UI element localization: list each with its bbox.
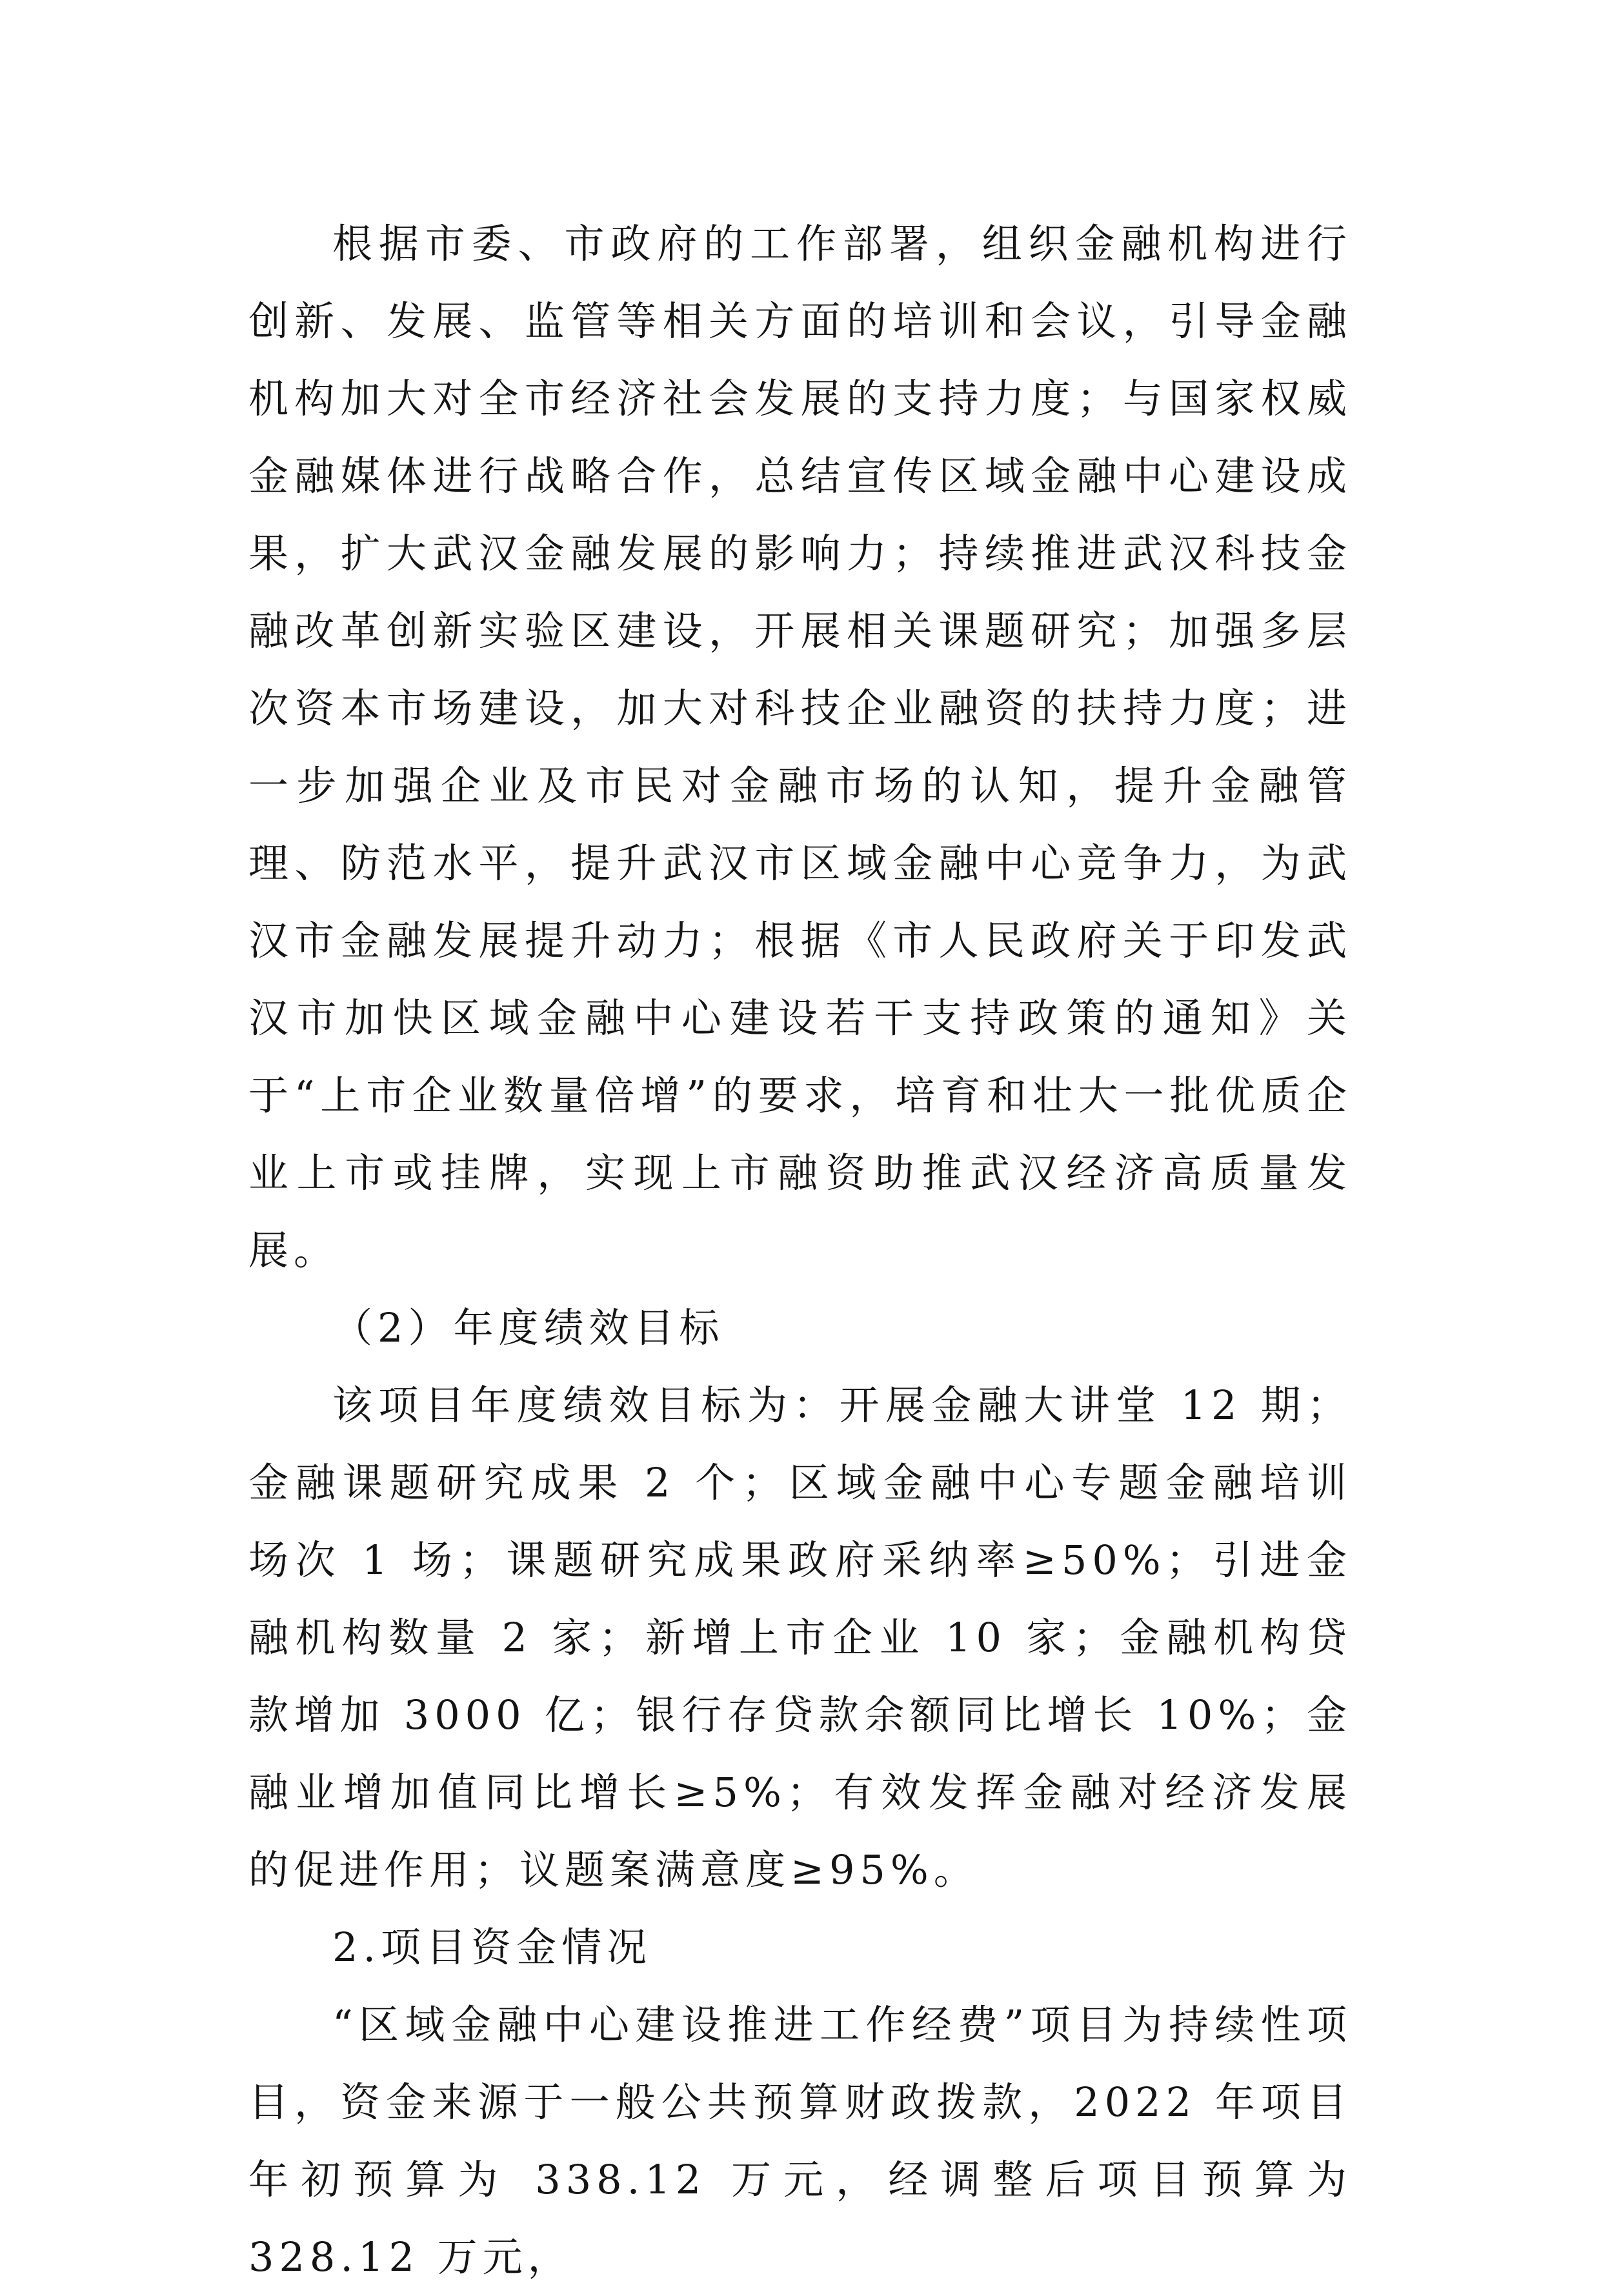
paragraph-funding: “区域金融中心建设推进工作经费”项目为持续性项目，资金来源于一般公共预算财政拨款，2022 年项目年初预算为 338.12 万元，经调整后项目预算为 328.12 万元， [248,2001,1352,2281]
paragraph-annual-goals: 该项目年度绩效目标为：开展金融大讲堂 12 期；金融课题研究成果 2 个；区域金融中心专题金融培训场次 1 场；课题研究成果政府采纳率≥50%；引进金融机构数量 2 家；新增上市企业 10 家；金融机构贷款增加 3000 亿；银行存贷款余额同比增长 10%；金融业增加值同比增长≥5%；有效发挥金融对经济发展的促进作用；议题案满意度≥95%。 [248,1382,1352,1893]
paragraph-work-plan: 根据市委、市政府的工作部署，组织金融机构进行创新、发展、监管等相关方面的培训和会议，引导金融机构加大对全市经济社会发展的支持力度；与国家权威金融媒体进行战略合作，总结宣传区域金融中心建设成果，扩大武汉金融发展的影响力；持续推进武汉科技金融改革创新实验区建设，开展相关课题研究；加强多层次资本市场建设，加大对科技企业融资的扶持力度；进一步加强企业及市民对金融市场的认知，提升金融管理、防范水平，提升武汉市区域金融中心竞争力，为武汉市金融发展提升动力；根据《市人民政府关于印发武汉市加快区域金融中心建设若干支持政策的通知》关于“上市企业数量倍增”的要求，培育和壮大一批优质企业上市或挂牌，实现上市融资助推武汉经济高质量发展。 [248,220,1352,1274]
heading-annual-goals: （2）年度绩效目标 [332,1304,725,1351]
document-body [248,205,1352,2296]
heading-funding: 2.项目资金情况 [332,1924,652,1971]
